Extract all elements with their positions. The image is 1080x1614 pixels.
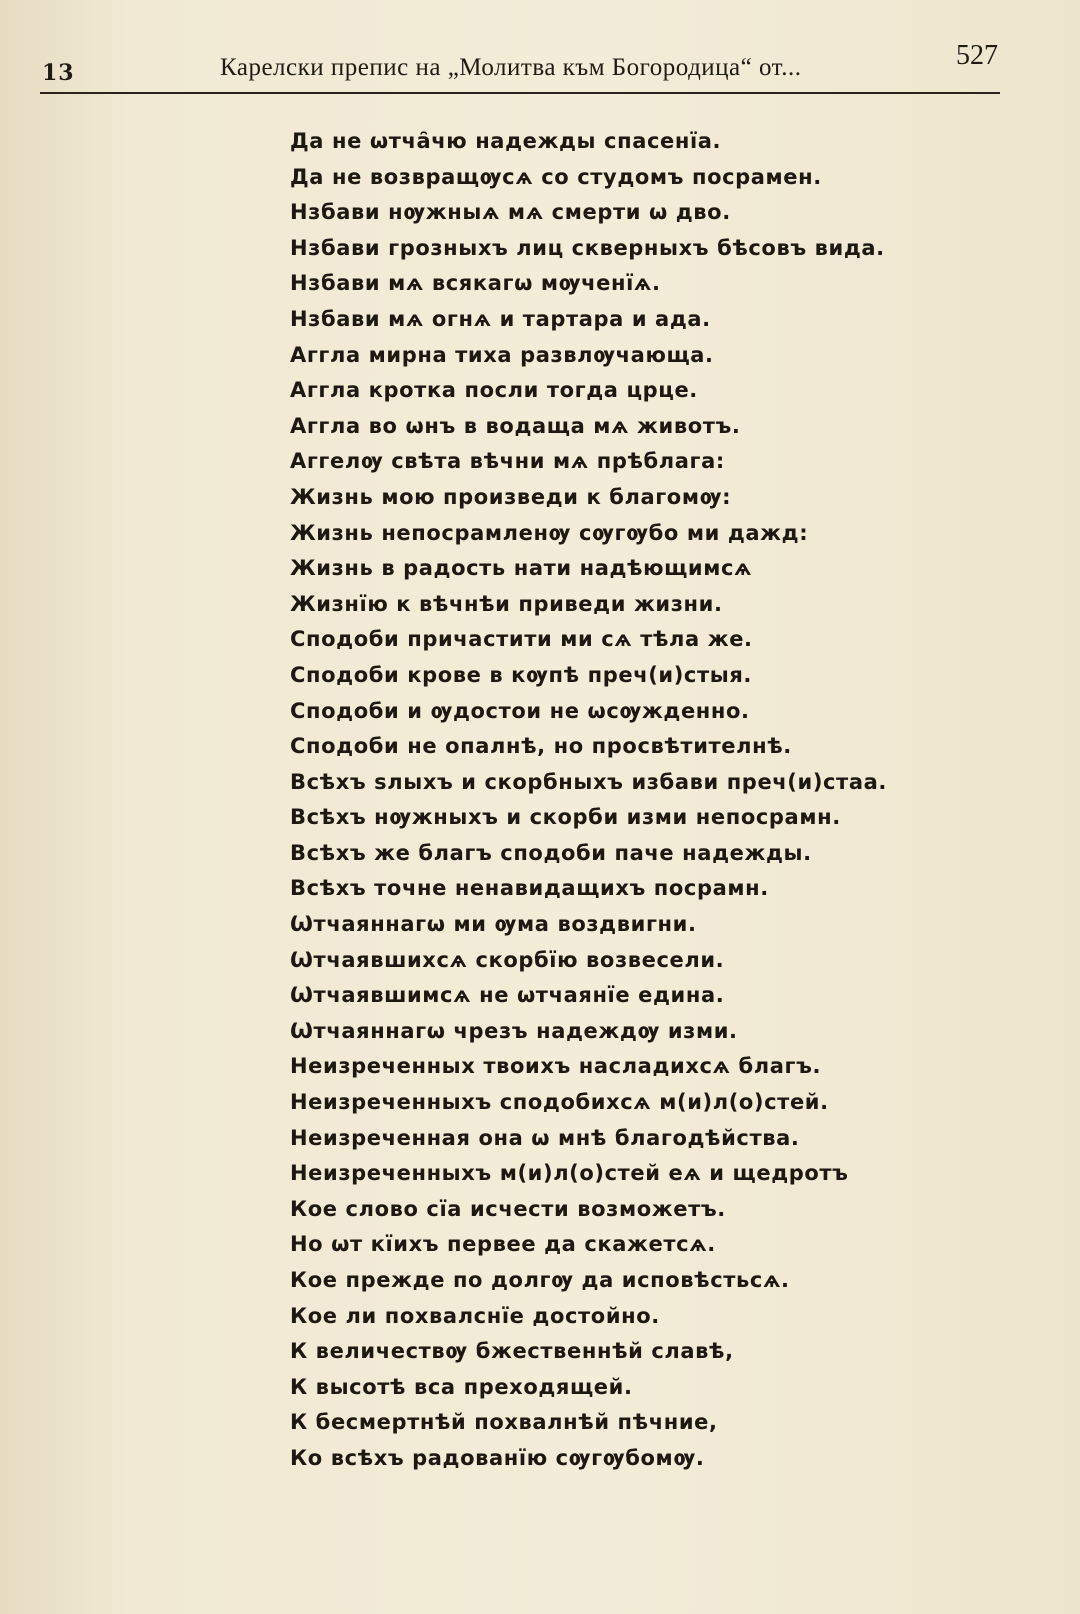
verse-line: Аггла кротка посли тогда црце. [290, 378, 698, 403]
verse-line: Всѣхъ нѹжныхъ и скорби изми непосрамн. [290, 805, 841, 830]
verse-line: Всѣхъ точне ненавидащихъ посрамн. [290, 876, 769, 901]
verse-line: Сподоби не опалнѣ, но просвѣтителнѣ. [290, 734, 792, 759]
verse-line: Всѣхъ ѕлыхъ и скорбныхъ избави преч(и)стаа. [290, 769, 887, 794]
verse-line: Всѣхъ же благъ сподоби паче надежды. [290, 840, 812, 865]
verse-line: Жизнїю к вѣчнѣи приведи жизни. [290, 591, 723, 616]
verse-line: Сподоби причастити ми сѧ тѣла же. [290, 627, 753, 652]
verse-line: Ѡтчаяннагѡ чрезъ надеждѹ изми. [290, 1018, 738, 1043]
verse-line: Но ѡт кїихъ первее да скажетсѧ. [290, 1232, 716, 1257]
verse-line: Нзбави мѧ всякагѡ мѹченїѧ. [290, 271, 661, 296]
verse-line: Сподоби крове в кѹпѣ преч(и)стыя. [290, 662, 752, 687]
verse-line: Аггелѹ свѣта вѣчни мѧ прѣблага: [290, 449, 725, 474]
verse-text [290, 124, 1030, 1477]
verse-line: Ѡтчаявшихсѧ скорбїю возвесели. [290, 947, 725, 972]
verse-line: Кое ли похвалснїе достойно. [290, 1303, 660, 1328]
verse-line: Ко всѣхъ радованїю сѹгѹбомѹ. [290, 1445, 705, 1470]
verse-line: Жизнь мою произведи к благомѹ: [290, 484, 732, 509]
running-title: Карелски препис на „Молитва към Богородица“ от... [220, 54, 802, 81]
verse-line: Ѡтчаявшимсѧ не ѡтчаянїе едина. [290, 983, 725, 1008]
verse-line: Неизреченных твоихъ насладихсѧ благъ. [290, 1054, 822, 1079]
verse-line: Ѡтчаяннагѡ ми ѹма воздвигни. [290, 912, 697, 937]
verse-line: Нзбави нѹжныѧ мѧ смерти ѡ дво. [290, 200, 731, 225]
verse-line: Жизнь в радость нати надѣющимсѧ [290, 556, 753, 581]
verse-line: Неизреченная она ѡ мнѣ благодѣйства. [290, 1125, 800, 1150]
verse-line: Кое слово сїа исчести возможетъ. [290, 1196, 726, 1221]
verse-line: К высотѣ вса преходящей. [290, 1374, 633, 1399]
verse-line: Кое прежде по долгѹ да исповѣстьсѧ. [290, 1268, 790, 1292]
verse-line: К бесмертнѣй похвалнѣй пѣчние, [290, 1410, 718, 1435]
verse-line: Неизреченныхъ м(и)л(о)стей еѧ и щедротъ [290, 1161, 849, 1186]
page-left-number: 13 [42, 60, 75, 86]
verse-line: Нзбави грозныхъ лиц скверныхъ бѣсовъ вида. [290, 235, 885, 260]
verse-line: Сподоби и ѹдостои не ѡсѹжденно. [290, 698, 750, 723]
verse-line: Нзбави мѧ огнѧ и тартара и ада. [290, 306, 711, 331]
verse-line: К величествѹ бжественнѣй славѣ, [290, 1339, 734, 1364]
verse-line: Аггла мирна тиха развлѹчающа. [290, 342, 714, 367]
page-header [40, 40, 1000, 100]
verse-line: Аггла во ѡнъ в водаща мѧ животъ. [290, 413, 741, 438]
verse-line: Жизнь непосрамленѹ сѹгѹбо ми дажд: [290, 520, 809, 545]
verse-line: Да не ѡтча̑чю надежды спасенїа. [290, 129, 722, 153]
verse-line: Неизреченныхъ сподобихсѧ м(и)л(о)стей. [290, 1090, 829, 1115]
page-number: 527 [956, 40, 998, 71]
header-rule [40, 92, 1000, 94]
verse-line: Да не возвращѹсѧ со студомъ посрамен. [290, 164, 822, 189]
